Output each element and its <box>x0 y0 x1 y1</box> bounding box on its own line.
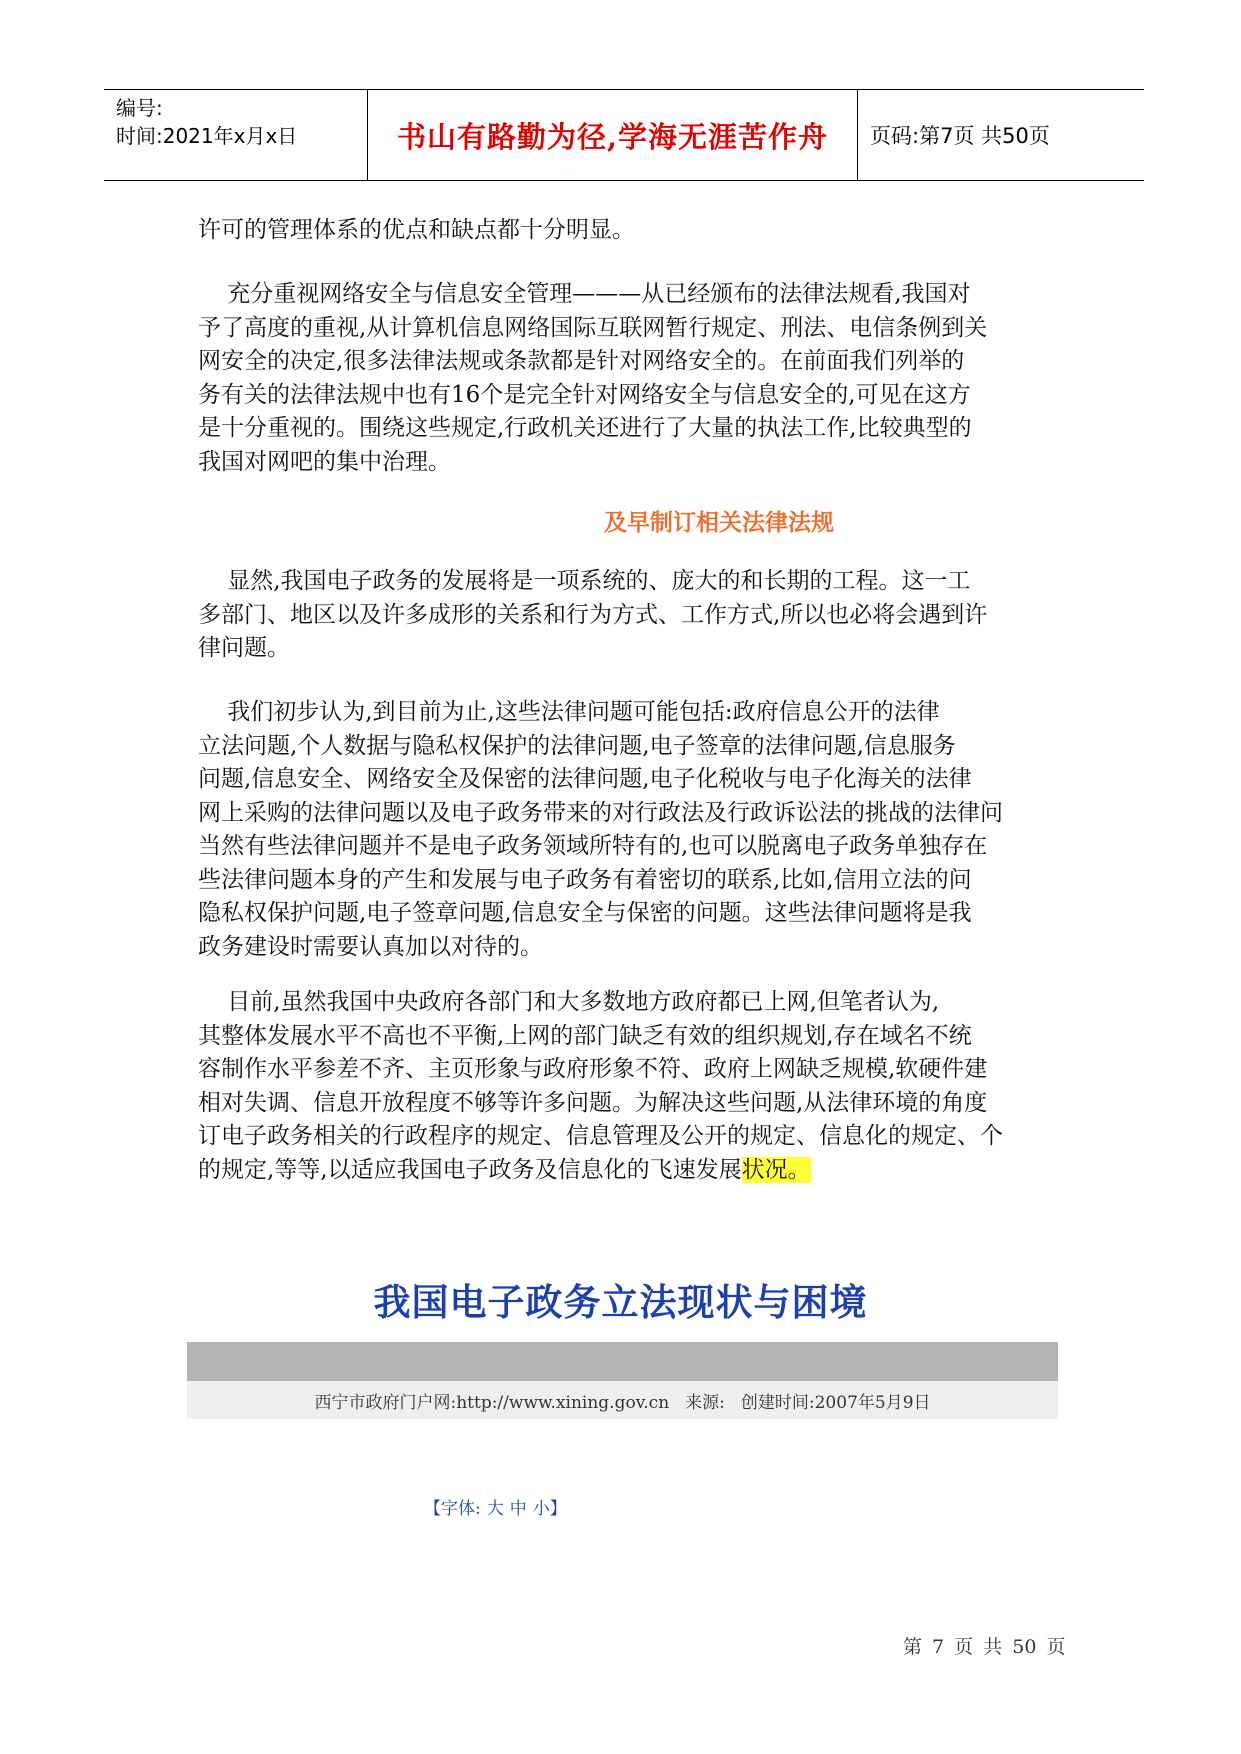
font-large-link[interactable]: 大 <box>486 1499 504 1519</box>
font-medium-link[interactable]: 中 <box>509 1499 527 1519</box>
number-label: 编号: <box>116 96 163 120</box>
title-bar <box>187 1342 1058 1381</box>
header-page-info: 页码:第7页 共50页 <box>870 124 1050 148</box>
time-label: 时间:2021年x月x日 <box>116 124 298 148</box>
article-title: 我国电子政务立法现状与困境 <box>373 1280 868 1324</box>
paragraph-3: 显然,我国电子政务的发展将是一项系统的、庞大的和长期的工程。这一工 多部门、地区以及许多成形的关系和行为方式、工作方式,所以也必将会遇到许 律问题。 <box>198 568 988 661</box>
article-info-bar <box>187 1381 1058 1419</box>
paragraph-5-text: 目前,虽然我国中央政府各部门和大多数地方政府都已上网,但笔者认为, 其整体发展水平不高也不平衡,上网的部门缺乏有效的组织规划,存在域名不统 容制作水平参差不齐、主页形象与政府形象不符、政府上网缺乏规模,软硬件建 相对失调、信息开放程度不够等许多问题。为解决这些问题,从法律环境的角度 订电子政务相关的行政程序的规定、信息管理及公开的规定、信息化的规定、个 的规定,等等,以适应我国电子政务及信息化的飞速发展 <box>198 989 1003 1183</box>
page-footer: 第 7 页 共 50 页 <box>903 1636 1066 1658</box>
page-header <box>104 89 1144 181</box>
paragraph-5 <box>198 986 1058 1187</box>
font-label: 【字体: <box>424 1499 481 1519</box>
paragraph-4: 我们初步认为,到目前为止,这些法律问题可能包括:政府信息公开的法律 立法问题,个人数据与隐私权保护的法律问题,电子签章的法律问题,信息服务 问题,信息安全、网络安全及保密的法律问题,电子化税收与电子化海关的法律 网上采购的法律问题以及电子政务带来的对行政法及行政诉讼法的挑战的法律问 当然有些法律问题并不是电子政务领域所特有的,也可以脱离电子政务单独存在 些法律问题本身的产生和发展与电子政务有着密切的联系,比如,信用立法的问 隐私权保护问题,电子签章问题,信息安全与保密的问题。这些法律问题将是我 政务建设时需要认真加以对待的。 <box>198 699 1003 960</box>
paragraph-1: 许可的管理体系的优点和缺点都十分明显。 <box>198 217 635 243</box>
created-date: 创建时间:2007年5月9日 <box>740 1392 931 1413</box>
section-subheading: 及早制订相关法律法规 <box>604 509 834 536</box>
source-label: 来源: <box>685 1392 725 1413</box>
paragraph-2: 充分重视网络安全与信息安全管理———从已经颁布的法律法规看,我国对 予了高度的重视,从计算机信息网络国际互联网暂行规定、刑法、电信条例到关 网安全的决定,很多法律法规或条款都是针对网络安全的。在前面我们列举的 务有关的法律法规中也有16个是完全针对网络安全与信息安全的,可见在这方 是十分重视的。围绕这些规定,行政机关还进行了大量的执法工作,比较典型的 我国对网吧的集中治理。 <box>198 281 988 475</box>
header-meta <box>104 90 368 180</box>
source-site[interactable]: 西宁市政府门户网:http://www.xining.gov.cn <box>314 1392 670 1413</box>
highlighted-text: 状况。 <box>741 1156 811 1183</box>
font-small-link[interactable]: 小】 <box>532 1499 567 1519</box>
font-size-selector <box>421 1494 570 1519</box>
header-motto: 书山有路勤为径,学海无涯苦作舟 <box>368 90 858 180</box>
